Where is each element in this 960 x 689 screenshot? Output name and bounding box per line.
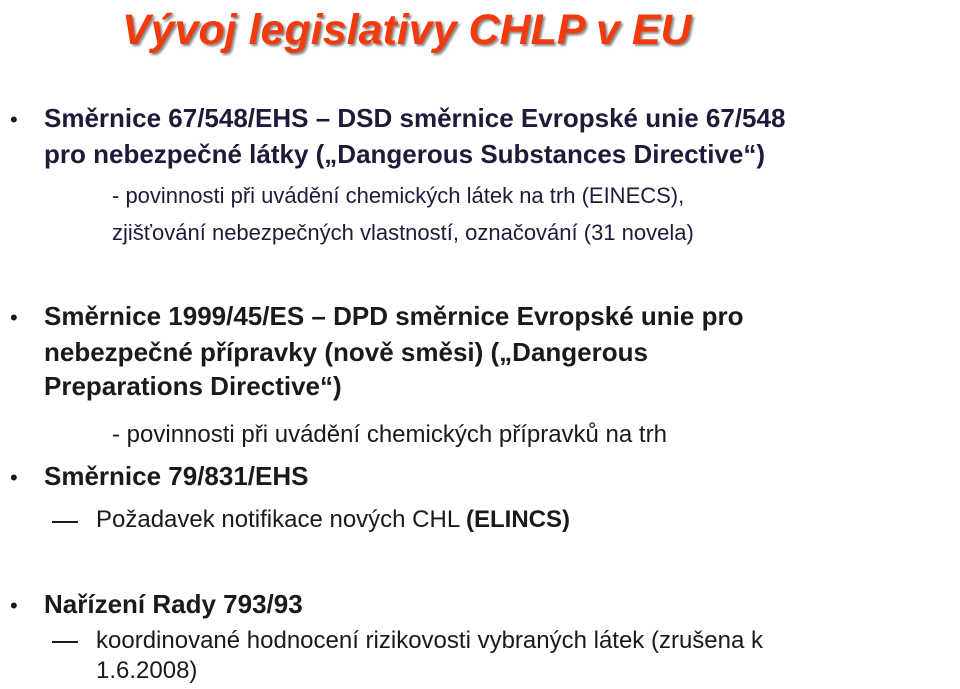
dash-icon [52, 641, 78, 643]
item2-line3: Preparations Directive“) [44, 371, 342, 401]
bullet-icon: • [10, 465, 18, 490]
bullet-icon: • [10, 107, 18, 132]
item2-sub1: - povinnosti při uvádění chemických přípravků na trh [112, 421, 667, 448]
item4-sub1: koordinované hodnocení rizikovosti vybraných látek (zrušena k [96, 627, 764, 654]
item4-line1: Nařízení Rady 793/93 [44, 589, 303, 619]
bullet-icon: • [10, 593, 18, 618]
item3-line1: Směrnice 79/831/EHS [44, 461, 309, 491]
item1-sub1: - povinnosti při uvádění chemických látek na trh (EINECS), [112, 183, 685, 208]
item2-line2: nebezpečné přípravky (nově směsi) („Dangerous [44, 337, 648, 367]
item3-sub1: Požadavek notifikace nových CHL (ELINCS) [96, 506, 570, 533]
item1-line1: Směrnice 67/548/EHS – DSD směrnice Evropské unie 67/548 [44, 103, 786, 133]
item2-line1: Směrnice 1999/45/ES – DPD směrnice Evropské unie pro [44, 301, 744, 331]
bullet-icon: • [10, 305, 18, 330]
dash-icon [52, 521, 78, 523]
slide-title: Vývoj legislativy CHLP v EU [122, 6, 692, 54]
item1-sub2: zjišťování nebezpečných vlastností, označování (31 novela) [112, 220, 694, 245]
item1-line2: pro nebezpečné látky („Dangerous Substances Directive“) [44, 139, 765, 169]
item4-sub2: 1.6.2008) [96, 657, 198, 684]
